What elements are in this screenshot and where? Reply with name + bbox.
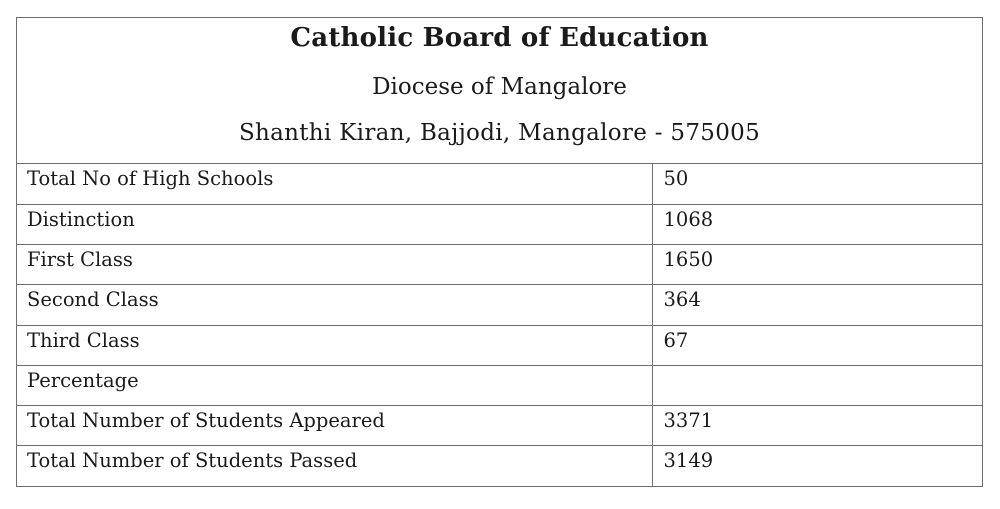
- row-label: Percentage: [17, 365, 652, 405]
- row-value: 67: [652, 325, 982, 365]
- results-document: [16, 17, 983, 487]
- row-value: 50: [663, 167, 689, 190]
- row-value: [652, 365, 982, 405]
- row-value: 1068: [652, 204, 982, 244]
- table-row: [17, 285, 982, 325]
- address-line: Shanthi Kiran, Bajjodi, Mangalore - 575005: [238, 120, 761, 146]
- row-label: Third Class: [17, 325, 652, 365]
- row-label: Second Class: [17, 285, 652, 325]
- row-value: 3149: [652, 446, 982, 486]
- organization-title: Catholic Board of Education: [290, 23, 709, 53]
- row-label: Total Number of Students Passed: [17, 446, 652, 486]
- table-row: [17, 204, 982, 244]
- diocese-subtitle: Diocese of Mangalore: [372, 74, 627, 100]
- table-row: [17, 365, 982, 405]
- table-row: [17, 406, 982, 446]
- table-row: [17, 164, 982, 204]
- table-row: [17, 446, 982, 486]
- row-label: First Class: [17, 245, 652, 285]
- row-label: Total Number of Students Appeared: [17, 406, 652, 446]
- row-value: 3371: [652, 406, 982, 446]
- results-table: [17, 164, 982, 486]
- table-row: [17, 325, 982, 365]
- row-label: Distinction: [17, 204, 652, 244]
- row-label: Total No of High Schools: [17, 164, 652, 204]
- row-value: 1650: [652, 245, 982, 285]
- table-row: [17, 245, 982, 285]
- document-header: [17, 18, 982, 164]
- row-value: 364: [652, 285, 982, 325]
